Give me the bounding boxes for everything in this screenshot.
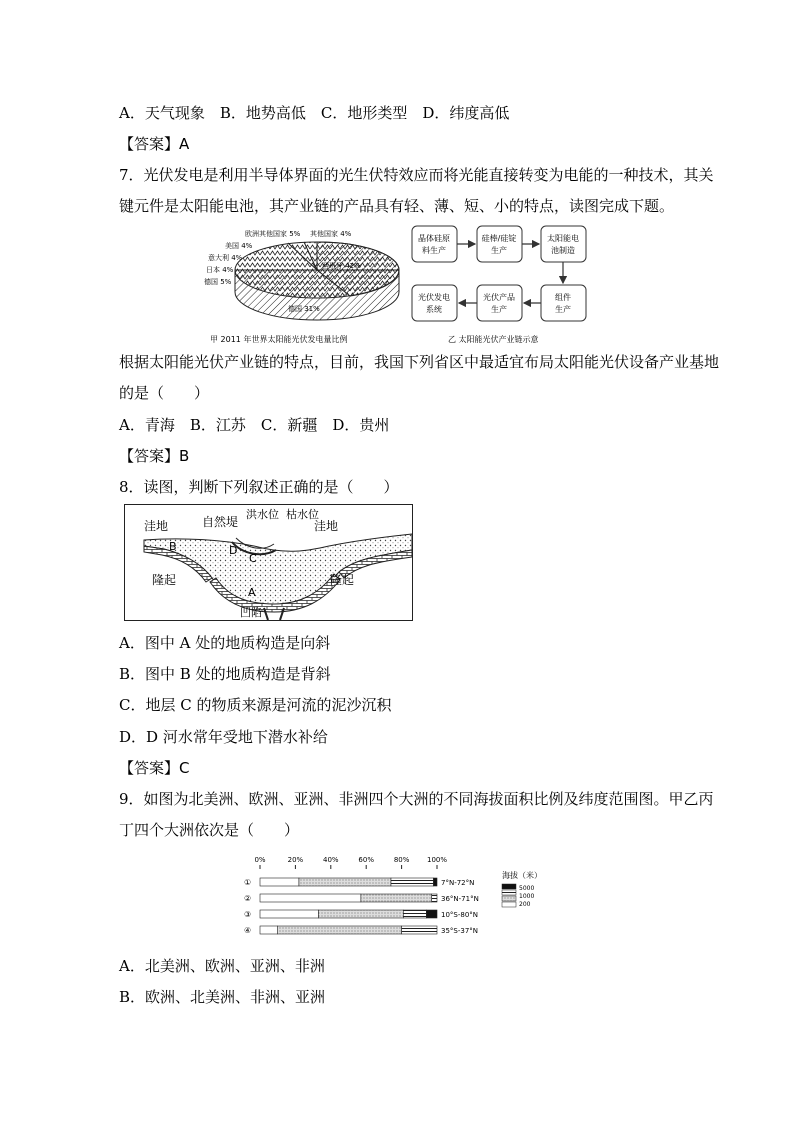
label-b: B: [169, 540, 177, 553]
bar-segment: [361, 894, 432, 902]
q9-stem-line2: 丁四个大洲依次是（ ）: [119, 821, 300, 839]
tick-label: 60%: [358, 856, 374, 864]
label-a: A: [248, 586, 256, 599]
flow-box2-line2: 生产: [491, 246, 507, 255]
label-depression: 凹陷: [240, 606, 262, 619]
latitude-range: 7°N-72°N: [441, 879, 475, 887]
tick-label: 80%: [393, 856, 410, 864]
latitude-range: 36°N-71°N: [441, 895, 479, 903]
flow-box4-line1: 组件: [555, 293, 571, 302]
q9-legend: [502, 870, 542, 908]
bar-segment: [403, 910, 426, 918]
bar-segment: [391, 878, 433, 886]
flow-box6-line2: 系统: [426, 305, 442, 314]
row-label: ②: [244, 894, 252, 903]
q8-answer: 【答案】C: [119, 759, 190, 777]
latitude-range: 10°S-80°N: [441, 911, 479, 919]
flow-box6-line1: 光伏发电: [418, 293, 450, 302]
latitude-range: 35°S-37°N: [441, 927, 479, 935]
label-lowland-left: 洼地: [144, 519, 169, 533]
label-natural-levee: 自然堤: [202, 515, 239, 529]
row-label: ①: [244, 878, 252, 887]
pie-label-usa: 美国 4%: [225, 242, 253, 250]
flow-box4-line2: 生产: [555, 305, 571, 314]
label-d: D: [229, 544, 238, 557]
tick-label: 100%: [426, 856, 448, 864]
q7-options: A．青海 B．江苏 C．新疆 D．贵州: [119, 416, 390, 434]
tick-label: 40%: [323, 856, 339, 864]
legend-5000: 5000: [519, 885, 535, 892]
bar-segment: [426, 910, 437, 918]
q7-answer: 【答案】B: [119, 447, 190, 465]
q8-diagram: [124, 504, 414, 622]
tick-label: 20%: [287, 856, 304, 864]
q7-question-line2: 的是（ ）: [119, 384, 210, 402]
bar-segment: [260, 894, 361, 902]
flow-box5-line2: 生产: [491, 305, 507, 314]
pie-label-italy: 意大利 4%: [208, 254, 243, 262]
label-low-water-level: 枯水位: [286, 508, 319, 521]
bar-segment: [260, 878, 299, 886]
q8-option-a: A．图中 A 处的地质构造是向斜: [119, 634, 331, 652]
q9-stem-line1: 9．如图为北美洲、欧洲、亚洲、非洲四个大洲的不同海拔面积比例及纬度范围图。甲乙丙: [119, 790, 714, 808]
q6-options: A．天气现象 B．地势高低 C．地形类型 D．纬度高低: [119, 104, 510, 122]
flow-box2-line1: 硅棒/硅锭: [481, 234, 517, 243]
legend-1000: 1000: [519, 893, 535, 900]
q8-option-c: C．地层 C 的物质来源是河流的泥沙沉积: [119, 696, 392, 714]
flow-box1-line1: 晶体硅原: [418, 234, 450, 243]
bar-segment: [278, 926, 402, 934]
flow-box5-line1: 光伏产品: [483, 293, 515, 302]
q7-stem-line2: 键元件是太阳能电池，其产业链的产品具有轻、薄、短、小的特点，读图完成下题。: [119, 197, 675, 215]
label-uplift-right: 隆起: [330, 573, 355, 587]
flow-box3-line2: 池制造: [551, 246, 575, 255]
pie-label-japan: 日本 4%: [206, 266, 234, 274]
label-flood-level: 洪水位: [246, 508, 279, 521]
label-uplift-left: 隆起: [152, 573, 177, 587]
q9-option-b: B．欧洲、北美洲、非洲、亚洲: [119, 988, 326, 1006]
flow-caption: 乙 太阳能光伏产业链示意: [448, 335, 539, 344]
q6-answer: 【答案】A: [119, 135, 190, 153]
bar-segment: [433, 878, 437, 886]
pie-label-germany: 德国 31%: [288, 305, 320, 313]
pie-caption: 甲 2011 年世界太阳能光伏发电量比例: [210, 335, 348, 344]
row-label: ③: [244, 910, 252, 919]
q7-question-line1: 根据太阳能光伏产业链的特点，目前，我国下列省区中最适宜布局太阳能光伏设备产业基地: [119, 353, 720, 371]
bar-segment: [260, 910, 318, 918]
bar-segment: [402, 926, 437, 934]
pie-label-germany-small: 德国 5%: [204, 278, 232, 286]
q8-option-b: B．图中 B 处的地质构造是背斜: [119, 665, 331, 683]
tick-label: 0%: [254, 856, 266, 864]
bar-segment: [299, 878, 391, 886]
bar-segment: [260, 926, 278, 934]
row-label: ④: [244, 926, 252, 935]
legend-200: 200: [519, 901, 531, 908]
pie-label-others: 其他国家 4%: [310, 230, 352, 238]
label-lowland-right: 洼地: [314, 519, 339, 533]
q9-option-a: A．北美洲、欧洲、亚洲、非洲: [119, 957, 325, 975]
q9-elevation-chart: [240, 852, 560, 946]
q8-stem: 8．读图，判断下列叙述正确的是（ ）: [119, 478, 399, 496]
q8-option-d: D．D 河水常年受地下潜水补给: [119, 728, 328, 746]
pie-label-europe-other: 欧洲其他国家 5%: [245, 230, 301, 238]
bar-segment: [318, 910, 403, 918]
flow-box1-line2: 料生产: [422, 246, 446, 255]
flow-box3-line1: 太阳能电: [547, 234, 579, 243]
pie-label-spain: 西班牙 42%: [322, 262, 361, 270]
legend-title: 海拔（米）: [502, 871, 542, 880]
bar-segment: [432, 894, 437, 902]
q7-figures: [200, 220, 600, 348]
q7-stem-line1: 7．光伏发电是利用半导体界面的光生伏特效应而将光能直接转变为电能的一种技术，其关: [119, 166, 714, 184]
label-c: C: [249, 552, 257, 565]
